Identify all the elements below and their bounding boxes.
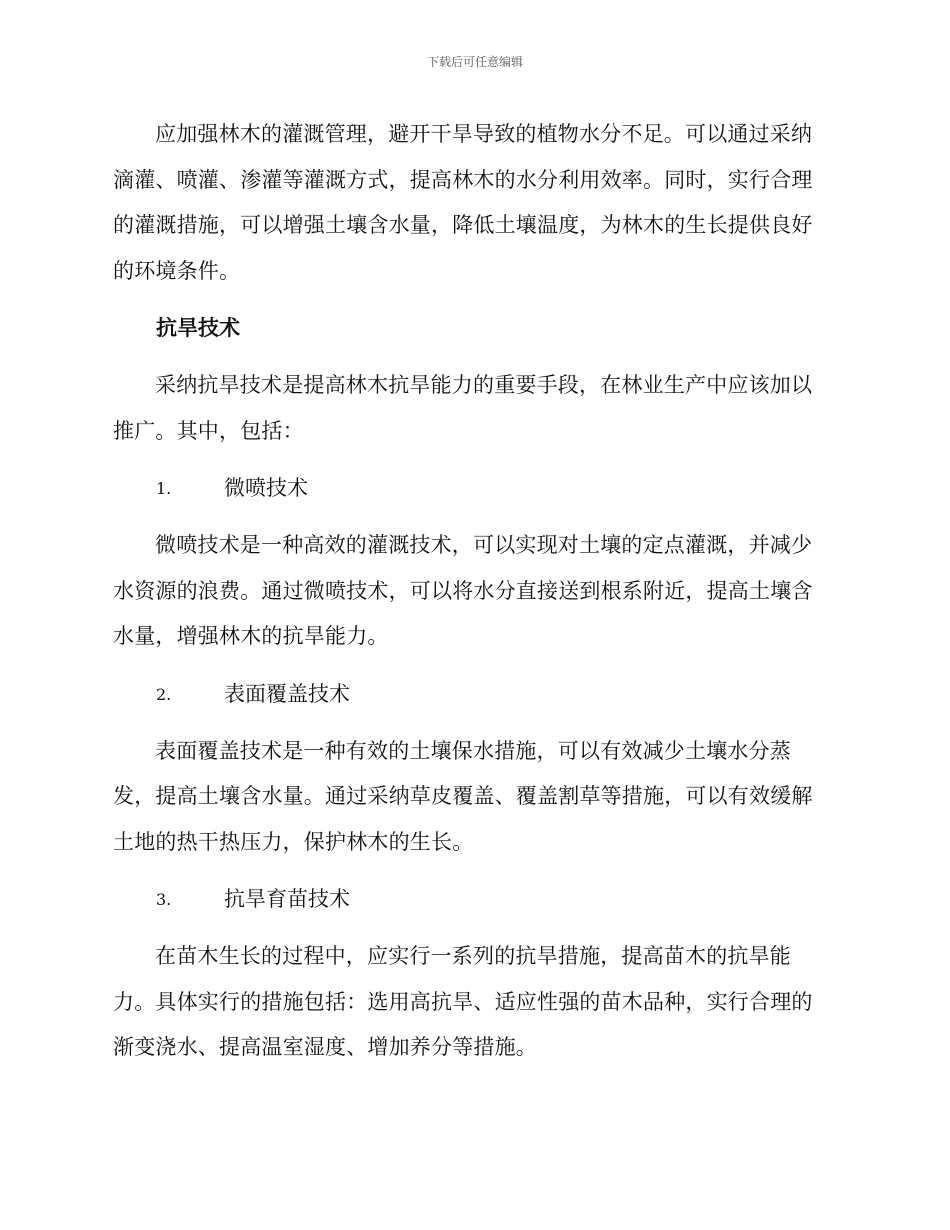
section-paragraph: 采纳抗旱技术是提高林木抗旱能力的重要手段，在林业生产中应该加以推广。其中，包括： — [113, 373, 813, 443]
list-item-3 — [113, 877, 831, 922]
item-1-paragraph: 微喷技术是一种高效的灌溉技术，可以实现对土壤的定点灌溉，并减少水资源的浪费。通过微喷技术，可以将水分直接送到根系附近，提高土壤含水量，增强林木的抗旱能力。 — [113, 533, 813, 648]
list-label: 微喷技术 — [224, 476, 308, 500]
list-number: 1. — [156, 479, 172, 498]
section-heading: 抗旱技术 — [156, 316, 240, 340]
page-header: 下载后可任意编辑 — [426, 55, 523, 69]
list-item-1 — [113, 466, 831, 511]
list-label: 表面覆盖技术 — [224, 681, 350, 706]
list-item-2 — [113, 672, 831, 717]
document-body — [113, 112, 831, 1083]
list-number: 3. — [156, 890, 172, 909]
item-3-paragraph: 在苗木生长的过程中，应实行一系列的抗旱措施，提高苗木的抗旱能力。具体实行的措施包括：选用高抗旱、适应性强的苗木品种，实行合理的渐变浇水、提高温室湿度、增加养分等措施。 — [113, 944, 813, 1059]
intro-paragraph: 应加强林木的灌溉管理，避开干旱导致的植物水分不足。可以通过采纳滴灌、喷灌、渗灌等灌溉方式，提高林木的水分利用效率。同时，实行合理的灌溉措施，可以增强土壤含水量，降低土壤温度，为林木的生长提供良好的环境条件。 — [113, 122, 813, 283]
list-label: 抗旱育苗技术 — [224, 887, 350, 911]
list-number: 2. — [156, 684, 172, 704]
item-2-paragraph: 表面覆盖技术是一种有效的土壤保水措施，可以有效减少土壤水分蒸发，提高土壤含水量。通过采纳草皮覆盖、覆盖割草等措施，可以有效缓解土地的热干热压力，保护林木的生长。 — [113, 738, 813, 854]
